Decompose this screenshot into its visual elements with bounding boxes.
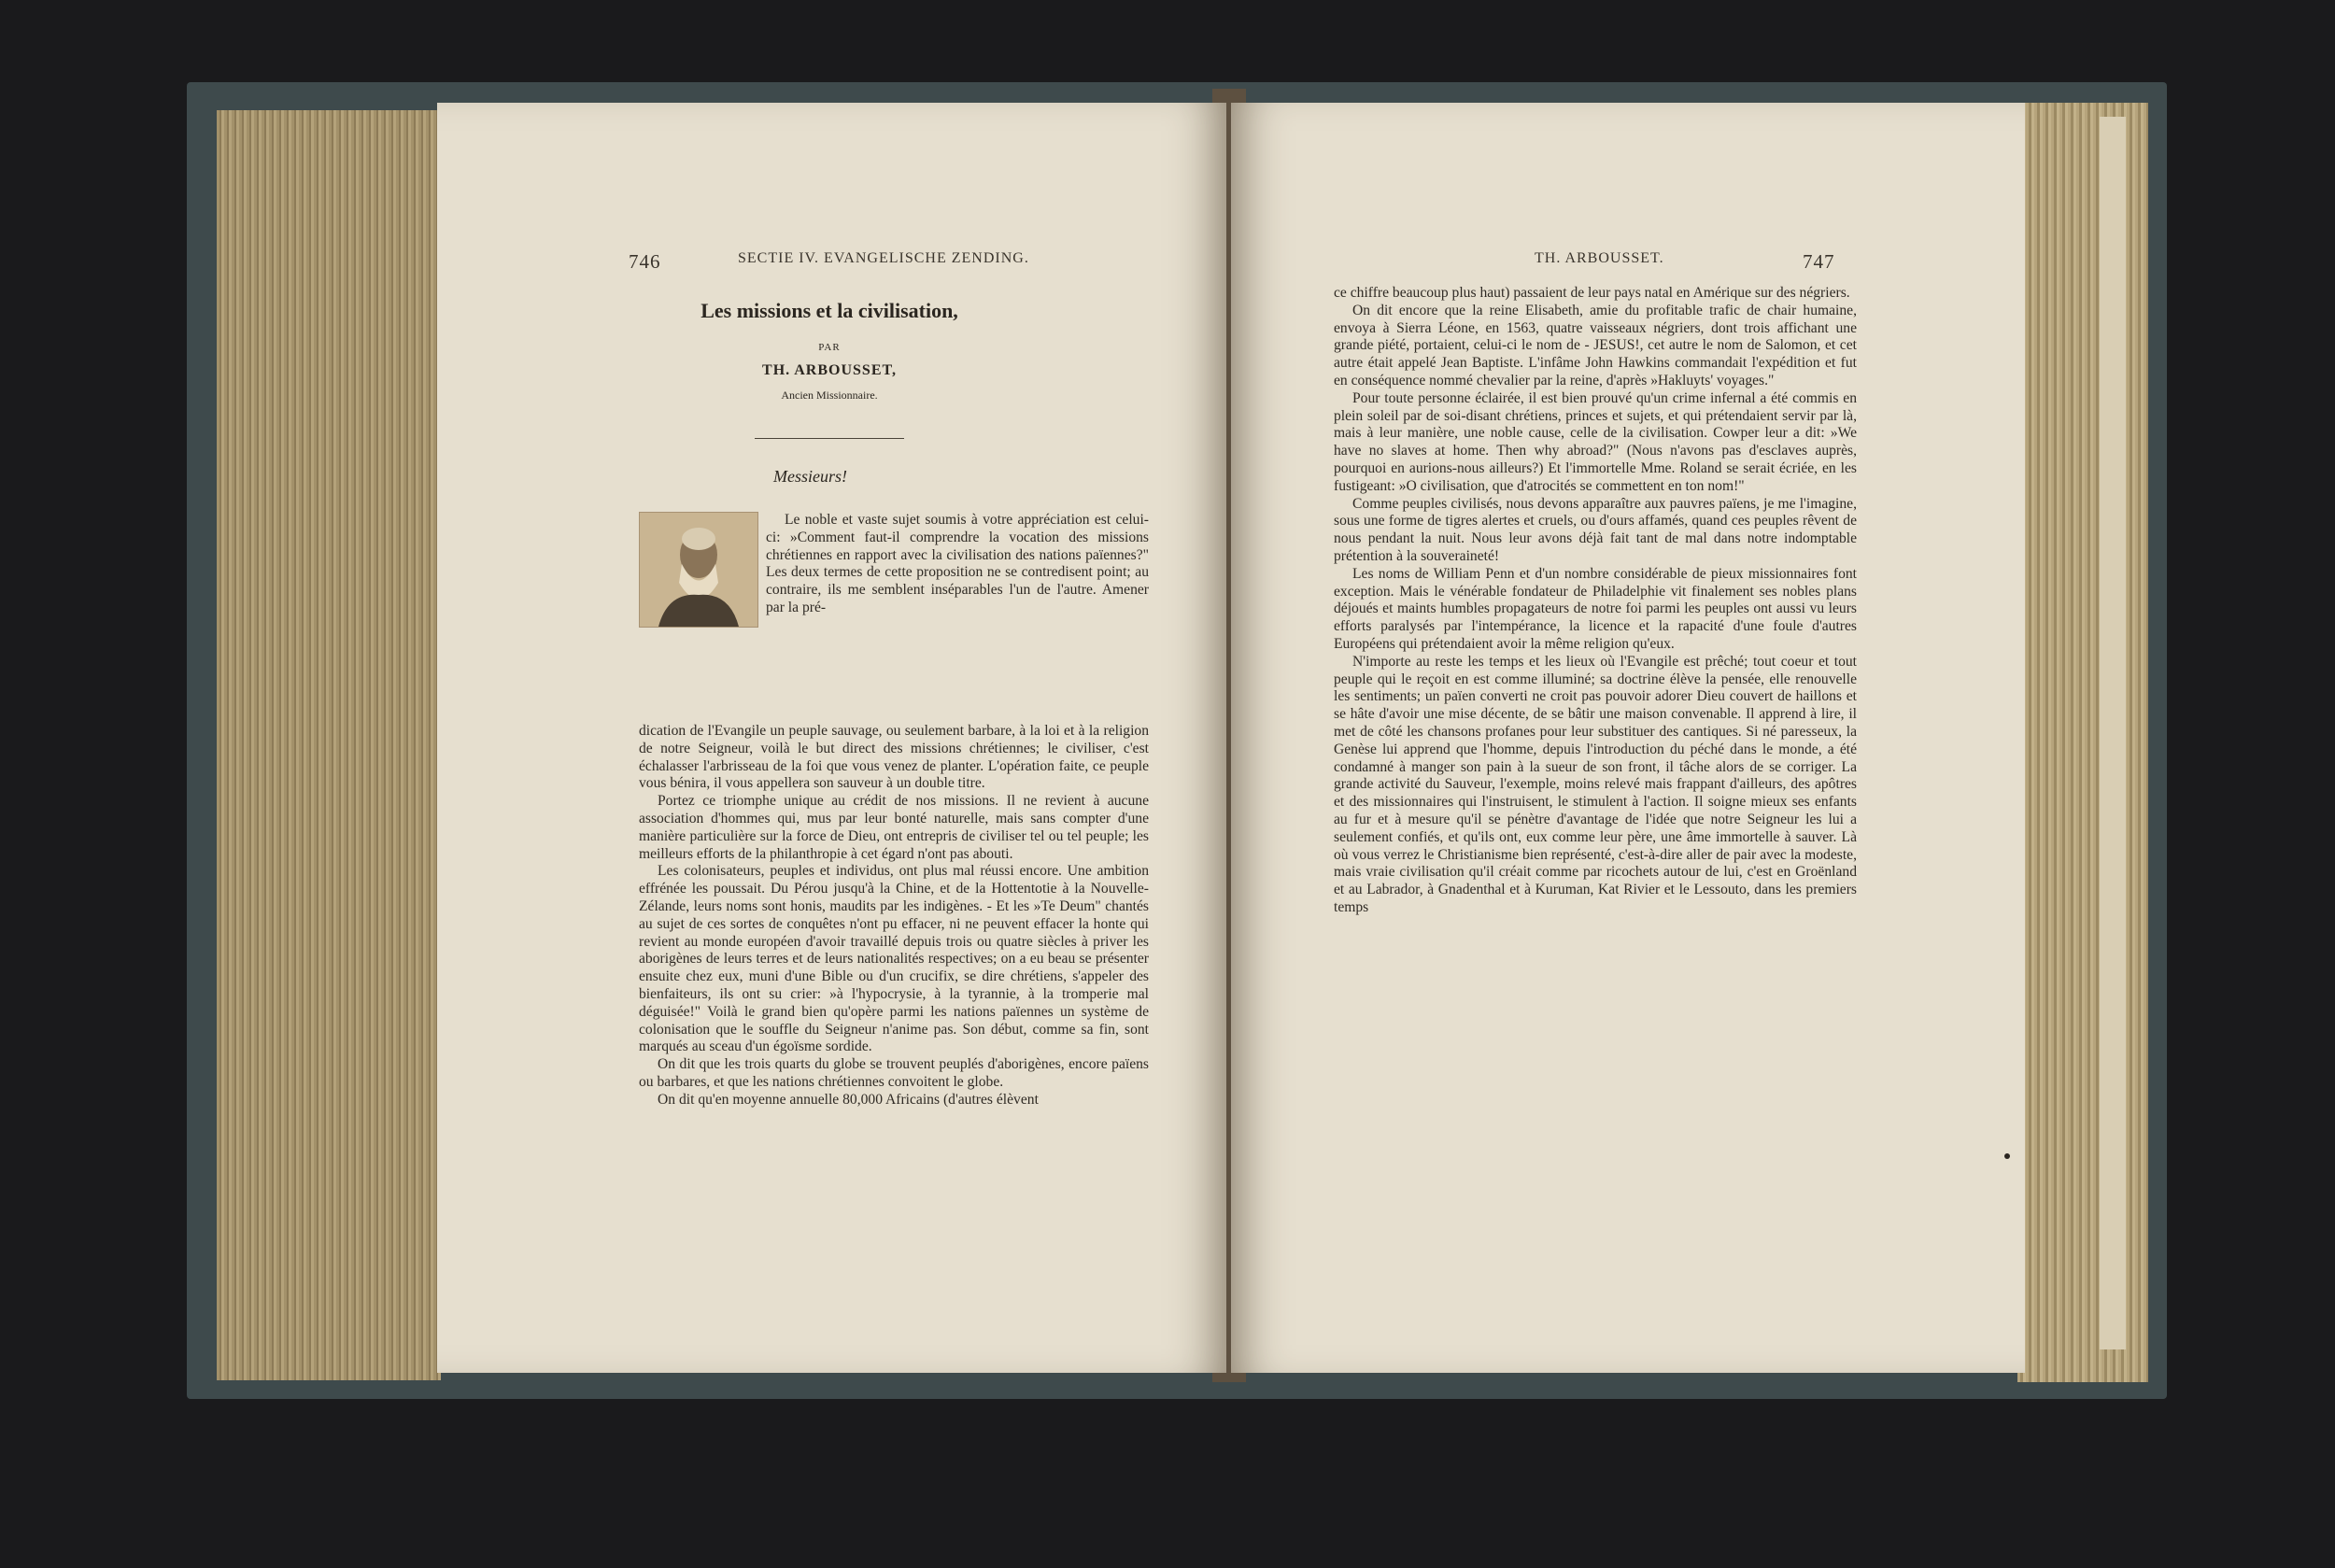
page-edges-right — [2017, 103, 2148, 1382]
right-paragraph-1: ce chiffre beaucoup plus haut) passaient de leur pays natal en Amérique sur des négriers. — [1334, 285, 1850, 301]
ink-spot — [2004, 1153, 2010, 1159]
author-name: TH. ARBOUSSET, — [762, 362, 897, 378]
endpaper-right — [2100, 117, 2126, 1349]
body-text-left — [639, 723, 1149, 1109]
left-page — [437, 103, 1226, 1373]
title-block — [624, 299, 1035, 439]
salutation: Messieurs! — [773, 467, 847, 486]
body-text-right — [1334, 285, 1857, 917]
byline-par: PAR — [818, 342, 841, 353]
running-head-left: SECTIE IV. EVANGELISCHE ZENDING. — [738, 250, 1029, 266]
paragraph-1-wrap — [766, 512, 1149, 617]
article-title: Les missions et la civilisation, — [700, 299, 958, 322]
divider-rule — [755, 438, 904, 439]
paragraph-5: On dit qu'en moyenne annuelle 80,000 Africains (d'autres élèvent — [658, 1091, 1039, 1108]
paragraph-1a: Le noble et vaste sujet soumis à votre appréciation est celui-ci: »Comment faut-il comprendre la vocation des missions chrétiennes en rapport avec la civilisation des nations païennes?" Les deux termes de cette proposition ne se contredisent point; au contraire, ils me semblent inséparables l'un de l'autre. Amener par la pré- — [766, 512, 1149, 615]
paragraph-1b: dication de l'Evangile un peuple sauvage, ou seulement barbare, à la loi et à la religion de notre Seigneur, voilà le but direct des missions chrétiennes; le civiliser, c'est échalasser l'arbrisseau de la foi que vous venez de planter. L'opération faite, ce peuple vous bénira, il vous appellera son sauveur à un double titre. — [639, 723, 1149, 792]
right-paragraph-3: Pour toute personne éclairée, il est bien prouvé qu'un crime infernal a été commis en plein soleil par de soi-disant chrétiens, princes et sujets, et qui prétendaient servir par là, mais à leur manière, une noble cause, celle de la civilisation. Cowper leur a dit: »We have no slaves at home. Then why abroad?" (Nous n'avons pas d'esclaves auprès, pourquoi en aurions-nous ailleurs?) Et l'immortelle Mme. Roland se serait écriée, en les fustigeant: »O civilisation, que d'atrocités se commettent en ton nom!" — [1334, 389, 1857, 494]
portrait-illustration — [640, 513, 757, 627]
right-page — [1231, 103, 2025, 1373]
page-number-left: 746 — [629, 250, 661, 273]
right-paragraph-2: On dit encore que la reine Elisabeth, amie du profitable trafic de chair humaine, envoya à Sierra Léone, en 1563, quatre vaisseaux négriers, dont trois affichant une grande piété, portaient, celui-ci le nom de - JESUS!, cet autre le nom de Salomon, et cet autre était appelé Jean Baptiste. L'infâme John Hawkins commandait l'expédition et fut en conséquence nommé chevalier par la reine, d'après »Hakluyts' voyages." — [1334, 302, 1857, 388]
right-paragraph-4: Comme peuples civilisés, nous devons apparaître aux pauvres païens, je me l'imagine, sous une forme de tigres alertes et cruels, ou d'ours affamés, quand ces peuples rêvent de nous pendant la nuit. Nous leur avons déjà fait tant de mal dans notre indomptable prétention à la souveraineté! — [1334, 495, 1857, 564]
page-number-right: 747 — [1803, 250, 1835, 273]
page-edges-left — [217, 110, 441, 1380]
author-role: Ancien Missionnaire. — [781, 388, 878, 402]
paragraph-2: Portez ce triomphe unique au crédit de nos missions. Il ne revient à aucune association d'hommes qui, mus par leur bonté naturelle, mais sans compter d'une manière particulière sur la force de Dieu, ont entrepris de civiliser tel ou tel peuple; les meilleurs efforts de la philanthropie à cet égard n'ont pas abouti. — [639, 793, 1149, 862]
running-head-right: TH. ARBOUSSET. — [1535, 250, 1664, 266]
paragraph-3: Les colonisateurs, peuples et individus, ont plus mal réussi encore. Une ambition effrénée les poussait. Du Pérou jusqu'à la Chine, et de la Hottentotie à la Nouvelle-Zélande, leurs noms sont honis, maudits par les indigènes. - Et les »Te Deum" chantés au sujet de ces sortes de conquêtes n'ont pu effacer, ni ne peuvent effacer la honte qui revient au monde européen d'avoir travaillé depuis trois ou quatre siècles à priver les aborigènes de leurs terres et de leurs nationalités respectives; on a eu beau se présenter ensuite chez eux, muni d'une Bible ou d'un crucifix, se dire chrétiens, s'appeler des bienfaiteurs, ils ont su crier: »à l'hypocrysie, à la tyrannie, à la tromperie mal déguisée!" Voilà le grand bien qu'opère parmi les nations païennes un système de colonisation que le souffle du Seigneur n'anime pas. Son début, comme sa fin, sont marqués au sceau d'un égoïsme sordide. — [639, 863, 1149, 1055]
right-paragraph-5: Les noms de William Penn et d'un nombre considérable de pieux missionnaires font exception. Mais le vénérable fondateur de Philadelphie vit finalement ses nobles plans déjoués et maints humbles propagateurs de notre foi parmi les peuples ont aussi vu leurs efforts paralysés par l'intempérance, la licence et la rapacité d'une foule d'autres Européens qui prétendaient avoir la même religion qu'eux. — [1334, 565, 1857, 652]
paragraph-4: On dit que les trois quarts du globe se trouvent peuplés d'aborigènes, encore païens ou barbares, et que les nations chrétiennes convoitent le globe. — [639, 1056, 1149, 1090]
right-paragraph-6: N'importe au reste les temps et les lieux où l'Evangile est prêché; tout coeur et tout peuple qui le reçoit en est comme illuminé; sa doctrine élève la pensée, elle renouvelle les sentiments; un païen converti ne croit pas pouvoir adorer Dieu couvert de haillons et se hâte d'avoir une mise décente, de se bâtir une maison convenable. Il apprend à lire, il met de côté les chansons profanes pour leur substituer des cantiques. Si né paresseux, la Genèse lui apprend que l'homme, depuis l'introduction du péché dans le monde, a été condamné à manger son pain à la sueur de son front, il tâche alors de se corriger. La grande activité du Sauveur, l'exemple, moins relevé mais frappant d'ailleurs, des apôtres et des missionnaires qui l'instruisent, le stimulent à l'action. Il soigne mieux ses enfants au fur et à mesure qu'il se pénètre d'avantage de l'idée que notre Seigneur les lui a seulement confiés, et qu'ils ont, eux comme leur père, une âme immortelle à sauver. Là où vous verrez le Christianisme bien représenté, c'est-à-dire aller de pair avec la modeste, mais vraie civilisation qu'il créait comme par ricochets autour de lui, c'est en Groënland et au Labrador, à Gnadenthal et à Kuruman, Kat Rivier et le Lessouto, dans les premiers temps — [1334, 653, 1857, 915]
author-portrait — [639, 512, 758, 628]
